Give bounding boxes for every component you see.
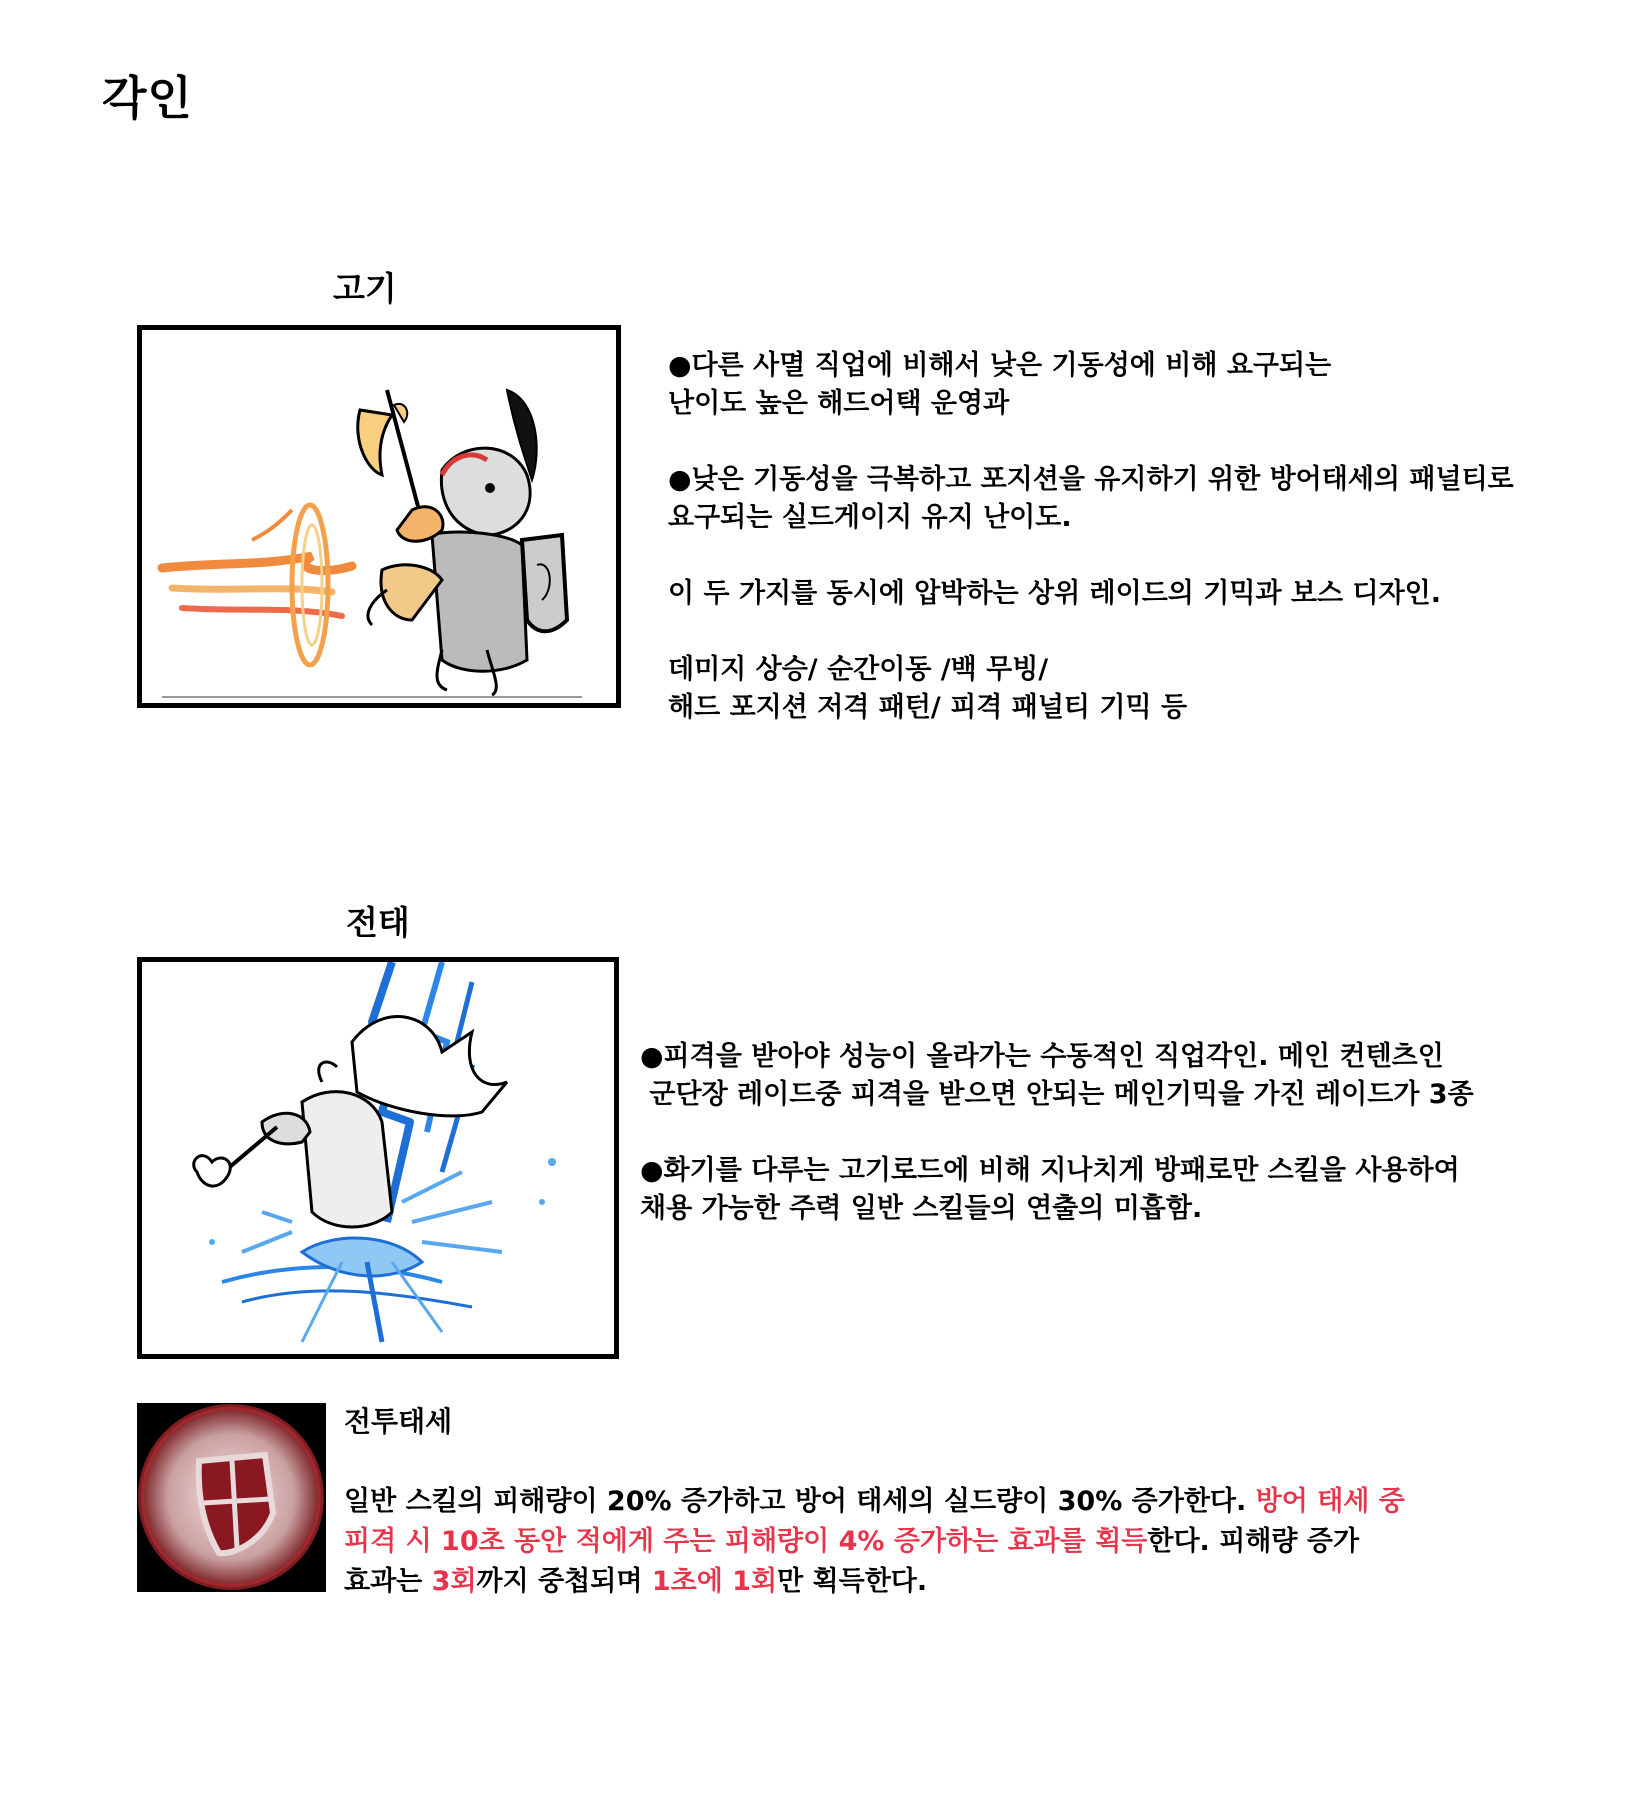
skill-desc-line-2	[344, 1522, 1405, 1562]
description-gogi	[668, 347, 1514, 727]
text-line: 채용 가능한 주력 일반 스킬들의 연출의 미흡함.	[640, 1193, 1203, 1224]
desc-text: 일반 스킬의 피해량이 20% 증가하고 방어 태세의 실드량이 30% 증가한다.	[344, 1486, 1256, 1517]
section-title-gogi: 고기	[333, 269, 397, 308]
skill-description	[344, 1482, 1405, 1602]
desc-text: 만 획득한다.	[777, 1566, 928, 1597]
text-line: 군단장 레이드중 피격을 받으면 안되는 메인기믹을 가진 레이드가 3종	[640, 1079, 1474, 1110]
text-line: 요구되는 실드게이지 유지 난이도.	[668, 502, 1072, 533]
desc-highlight: 1초에 1회	[651, 1566, 778, 1597]
desc-text: 까지 중첩되며	[476, 1566, 652, 1597]
skill-name: 전투태세	[344, 1405, 453, 1438]
text-line: 이 두 가지를 동시에 압박하는 상위 레이드의 기믹과 보스 디자인.	[668, 578, 1441, 609]
text-line: ●화기를 다루는 고기로드에 비해 지나치게 방패로만 스킬을 사용하여	[640, 1155, 1460, 1186]
text-line: ●다른 사멸 직업에 비해서 낮은 기동성에 비해 요구되는	[668, 350, 1332, 381]
knight-lightning-icon	[142, 962, 614, 1354]
text-line: ●피격을 받아야 성능이 올라가는 수동적인 직업각인. 메인 컨텐츠인	[640, 1041, 1444, 1072]
red-shield-icon	[137, 1403, 326, 1592]
section-title-jeontae: 전태	[346, 903, 410, 942]
blank-line	[668, 537, 1514, 575]
text-line: ●낮은 기동성을 극복하고 포지션을 유지하기 위한 방어태세의 패널티로	[668, 464, 1514, 495]
skill-desc-line-3	[344, 1562, 1405, 1602]
skill-icon-panel	[137, 1403, 326, 1592]
blank-line	[668, 423, 1514, 461]
skill-desc-line-1	[344, 1482, 1405, 1522]
desc-highlight: 피격 시 10초 동안 적에게 주는 피해량이 4% 증가하는 효과를 획득	[344, 1526, 1148, 1557]
desc-highlight: 방어 태세 중	[1255, 1486, 1405, 1517]
knight-axe-fire-icon	[142, 330, 616, 703]
text-line: 난이도 높은 해드어택 운영과	[668, 388, 1010, 419]
desc-highlight: 3회	[431, 1566, 477, 1597]
desc-text: 한다. 피해량 증가	[1147, 1526, 1360, 1557]
blank-line	[640, 1114, 1474, 1152]
description-jeontae	[640, 1038, 1474, 1228]
illustration-panel-gogi	[137, 325, 621, 708]
illustration-panel-jeontae	[137, 957, 619, 1359]
blank-line	[668, 613, 1514, 651]
desc-text: 효과는	[344, 1566, 432, 1597]
text-line: 데미지 상승/ 순간이동 /백 무빙/	[668, 654, 1049, 685]
page-title: 각인	[102, 71, 193, 125]
text-line: 해드 포지션 저격 패턴/ 피격 패널티 기믹 등	[668, 692, 1188, 723]
